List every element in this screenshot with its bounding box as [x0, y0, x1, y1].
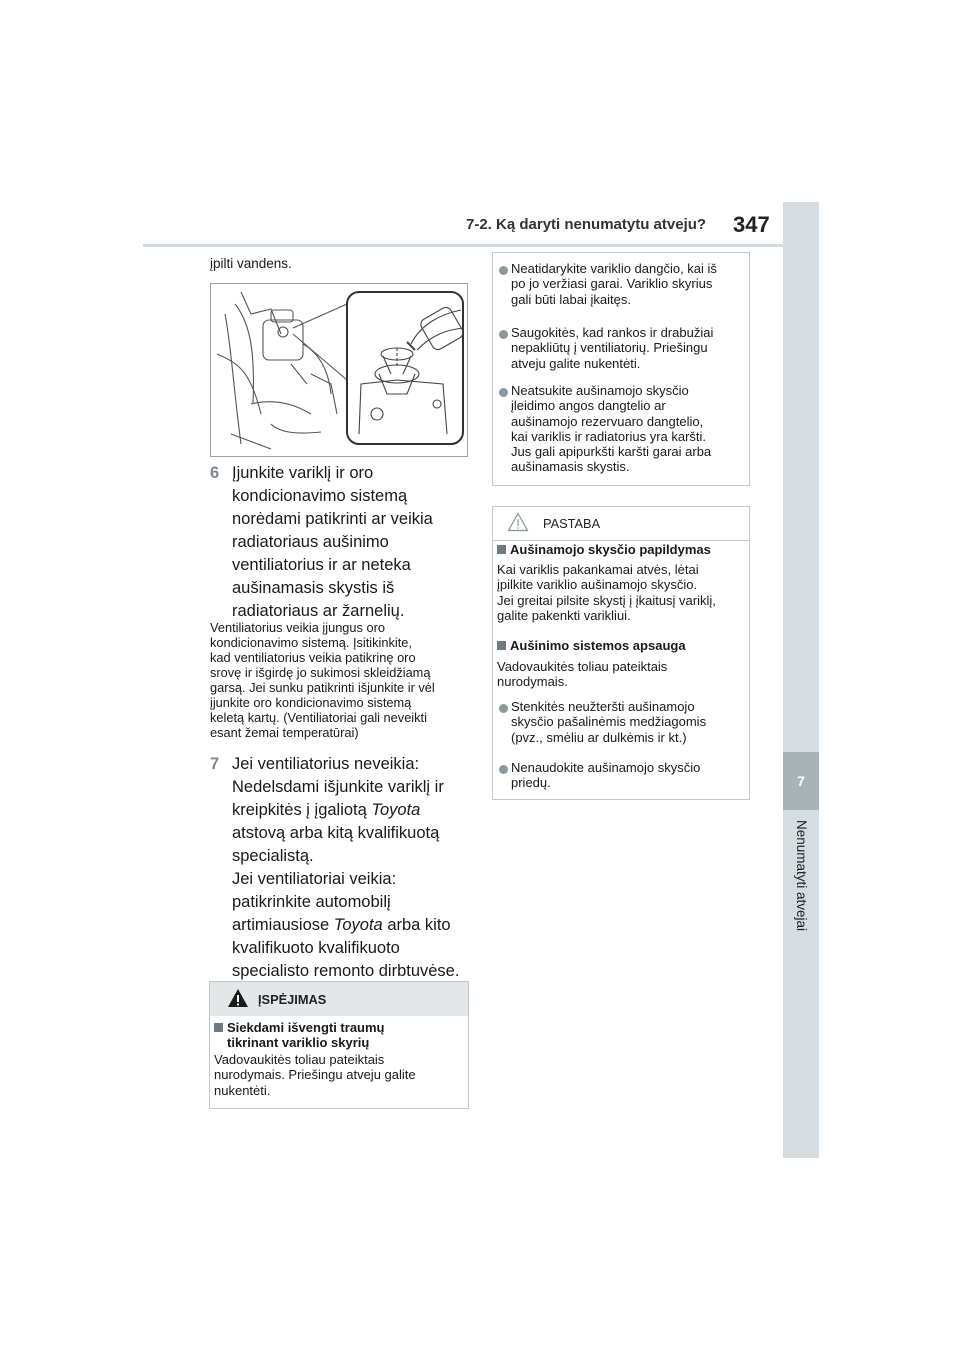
note-line: srovę ir išgirdę jo sukimosi skleidžiamą [210, 665, 431, 680]
bullet-line: Saugokitės, kad rankos ir drabužiai [511, 325, 714, 340]
warning-box-header [210, 982, 468, 1016]
header-divider [143, 244, 783, 247]
note-line: įjunkite oro kondicionavimo sistemą [210, 695, 412, 710]
bullet-dot-icon [499, 704, 508, 713]
bullet-dot-icon [499, 266, 508, 275]
step-line: ventiliatorius ir ar neteka [232, 556, 411, 574]
bullet-line: kai variklis ir radiatorius yra karšti. [511, 428, 707, 444]
warning-bullet [511, 261, 717, 307]
bullet-line: po jo veržiasi garai. Variklio skyrius [511, 276, 713, 292]
step-line: kvalifikuoto kvalifikuoto [232, 939, 400, 957]
note-line: keletą kartų. (Ventiliatoriai gali neveikti [210, 710, 427, 725]
bullet-line: aušinamasis skystis. [511, 459, 630, 475]
bullet-line: Nenaudokite aušinamojo skysčio [511, 760, 701, 775]
step-line-text: artimiausiose [232, 916, 334, 934]
body-line: nukentėti. [214, 1082, 271, 1098]
note-section-heading [497, 542, 711, 557]
coolant-refill-illustration [210, 283, 468, 457]
note-line: kondicionavimo sistemą. Įsitikinkite, [210, 635, 412, 650]
warning-title: ĮSPĖJIMAS [258, 992, 327, 1007]
heading-text: Aušinamojo skysčio papildymas [510, 542, 711, 557]
step-line: radiatoriaus ar žarnelių. [232, 602, 405, 620]
body-line: galite pakenkti varikliui. [497, 607, 631, 623]
step-line: Nedelsdami išjunkite variklį ir [232, 778, 444, 796]
body-line: įpilkite variklio aušinamojo skysčio. [497, 577, 698, 593]
caution-triangle-outline-icon [507, 512, 529, 532]
bullet-line: Stenkitės neužteršti aušinamojo [511, 699, 695, 714]
note-line: Ventiliatorius veikia įjungus oro [210, 620, 385, 635]
intro-text: įpilti vandens. [210, 256, 292, 271]
step-number: 6 [210, 464, 220, 482]
page-number: 347 [733, 212, 770, 237]
bullet-line: atveju galite nukentėti. [511, 355, 641, 371]
warning-bullet [511, 325, 713, 371]
heading-text: Aušinimo sistemos apsauga [510, 638, 686, 653]
step-line-text: arba kito [382, 916, 451, 934]
square-bullet-icon [497, 641, 506, 650]
square-bullet-icon [214, 1023, 223, 1032]
warning-box [209, 981, 469, 1109]
warning-body [214, 1052, 416, 1098]
step-line: specialisto remonto dirbtuvėse. [232, 962, 460, 980]
warning-heading [214, 1020, 385, 1050]
body-line: Vadovaukitės toliau pateiktais [214, 1052, 385, 1067]
note-section-body [497, 659, 667, 690]
body-line: nurodymais. [497, 674, 568, 690]
note-section-body [497, 562, 716, 623]
chapter-label: Nenumatyti atvejai [794, 820, 809, 932]
bullet-line: gali būti labai įkaitęs. [511, 291, 631, 307]
bullet-line: skysčio pašalinėmis medžiagomis [511, 714, 707, 730]
brand-name: Toyota [333, 916, 383, 934]
bullet-dot-icon [499, 765, 508, 774]
brand-name: Toyota [371, 801, 421, 819]
ventilator-note [210, 620, 470, 740]
note-line: esant žemai temperatūrai) [210, 725, 359, 740]
step-line: specialistą. [232, 847, 314, 865]
step-line: norėdami patikrinti ar veikia [232, 510, 433, 528]
bullet-line: aušinamojo rezervuaro dangtelio, [511, 413, 704, 429]
chapter-number-tab[interactable]: 7 [783, 752, 819, 810]
bullet-line: Neatsukite aušinamojo skysčio [511, 383, 689, 398]
step-line: kondicionavimo sistemą [232, 487, 408, 505]
step-line [232, 799, 482, 822]
bullet-dot-icon [499, 330, 508, 339]
step-line: Jei ventiliatorius neveikia: [232, 755, 420, 773]
note-bullet [511, 760, 700, 791]
step-line: Įjunkite variklį ir oro [232, 464, 374, 482]
note-title: PASTABA [543, 516, 601, 531]
bullet-dot-icon [499, 388, 508, 397]
warning-triangle-icon [227, 988, 249, 1008]
engine-bay-drawing [211, 284, 468, 457]
side-tab-band [783, 202, 819, 1158]
step-line: atstovą arba kitą kvalifikuotą [232, 824, 440, 842]
bullet-line: įleidimo angos dangtelio ar [511, 398, 666, 414]
step-number: 7 [210, 755, 220, 773]
note-section-heading [497, 638, 686, 653]
step-line-text: kreipkitės į įgaliotą [232, 801, 372, 819]
step-line: Jei ventiliatoriai veikia: [232, 870, 397, 888]
body-line: Jei greitai pilsite skystį į įkaitusį variklį, [497, 592, 716, 608]
bullet-line: nepakliūtų į ventiliatorių. Priešingu [511, 340, 708, 356]
section-title: 7-2. Ką daryti nenumatytu atveju? [466, 216, 707, 233]
body-line: Kai variklis pakankamai atvės, lėtai [497, 562, 699, 577]
step-line: aušinamasis skystis iš [232, 579, 395, 597]
step-line: radiatoriaus aušinimo [232, 533, 389, 551]
warning-bullet [511, 383, 711, 475]
note-box [492, 506, 750, 800]
body-line: Vadovaukitės toliau pateiktais [497, 659, 668, 674]
bullet-line: Jus gali apipurkšti karšti garai arba [511, 444, 712, 460]
bullet-line: (pvz., smėliu ar dulkėmis ir kt.) [511, 729, 687, 745]
step-line [232, 914, 482, 937]
body-line: nurodymais. Priešingu atveju galite [214, 1067, 416, 1083]
note-line: garsą. Jei sunku patikrinti išjunkite ir vėl [210, 680, 435, 695]
bullet-line: priedų. [511, 775, 551, 791]
note-line: kad ventiliatorius veikia patikrinę oro [210, 650, 416, 665]
heading-line: Siekdami išvengti traumų [227, 1020, 385, 1035]
step-line: patikrinkite automobilį [232, 893, 391, 911]
square-bullet-icon [497, 545, 506, 554]
warning-continuation-box [492, 252, 750, 486]
bullet-line: Neatidarykite variklio dangčio, kai iš [511, 261, 717, 276]
heading-line: tikrinant variklio skyrių [227, 1035, 370, 1050]
note-box-header [493, 507, 749, 541]
note-bullet [511, 699, 706, 745]
